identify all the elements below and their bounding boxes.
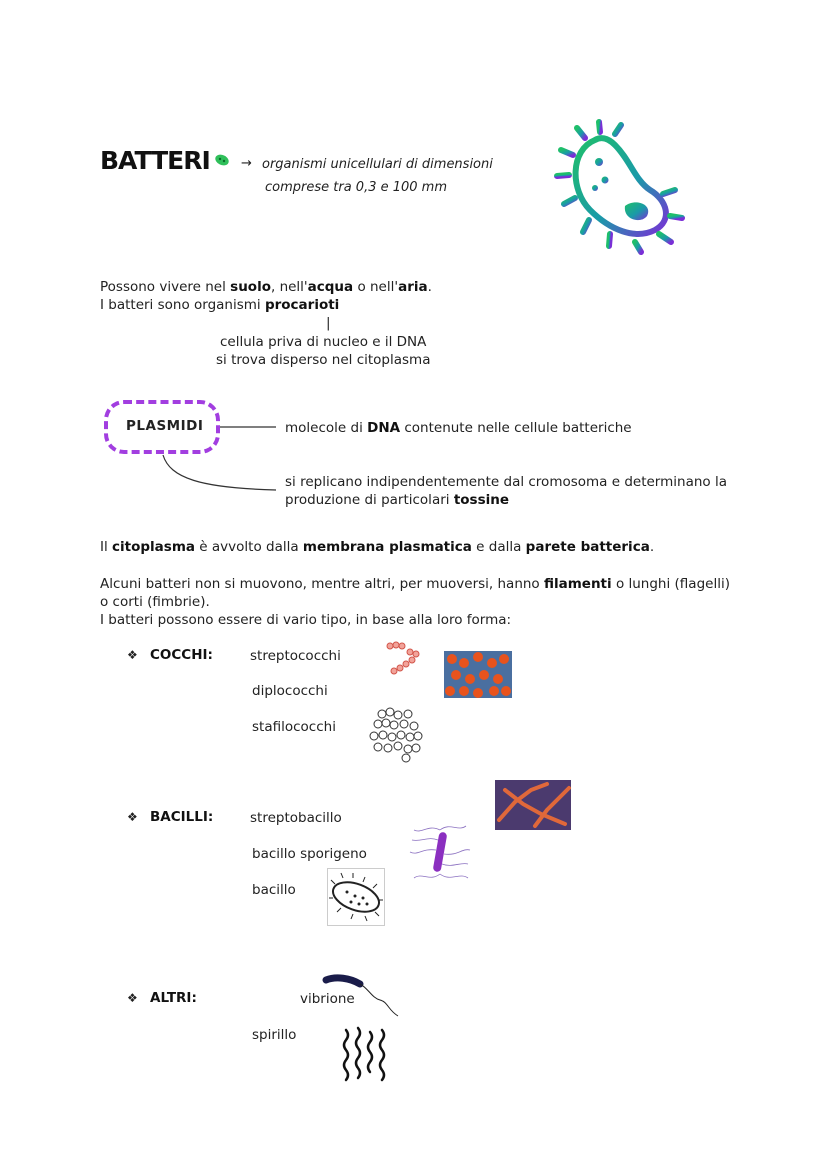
movement-line-3: I batteri possono essere di vario tipo, in base alla loro forma: bbox=[100, 612, 512, 628]
plasmidi-desc-2: si replicano indipendentemente dal cromosoma e determinano la bbox=[285, 474, 727, 490]
definition-line-1: organismi unicellulari di dimensioni bbox=[262, 157, 493, 172]
cocchi-item: diplococchi bbox=[252, 683, 328, 699]
intro-line-1: Possono vivere nel suolo, nell'acqua o nell'aria. bbox=[100, 279, 432, 295]
bacilli-item: streptobacillo bbox=[250, 810, 342, 826]
plasmidi-desc-1: molecole di DNA contenute nelle cellule batteriche bbox=[285, 420, 632, 436]
altri-label: ALTRI: bbox=[150, 990, 197, 1006]
bacillo-sporigeno-icon bbox=[408, 820, 472, 884]
cocchi-item: stafilococchi bbox=[252, 719, 336, 735]
page-title: BATTERI bbox=[100, 146, 210, 175]
plasmidi-label: PLASMIDI bbox=[126, 418, 204, 434]
intro-line-2: I batteri sono organismi procarioti bbox=[100, 297, 340, 313]
bullet-icon: ❖ bbox=[127, 991, 138, 1005]
streptococchi-chain-icon bbox=[384, 640, 424, 676]
bacilli-item: bacillo bbox=[252, 882, 296, 898]
citoplasma-line: Il citoplasma è avvolto dalla membrana plasmatica e dalla parete batterica. bbox=[100, 539, 655, 555]
streptobacillo-photo-icon bbox=[495, 780, 571, 830]
cocchi-label: COCCHI: bbox=[150, 647, 213, 663]
bullet-icon: ❖ bbox=[127, 810, 138, 824]
bacilli-item: bacillo sporigeno bbox=[252, 846, 367, 862]
altri-item: vibrione bbox=[300, 991, 355, 1007]
arrow-text: → bbox=[241, 156, 252, 171]
connector-pipe: | bbox=[326, 315, 331, 331]
definition-line-2: comprese tra 0,3 e 100 mm bbox=[265, 180, 448, 195]
intro-line-4: si trova disperso nel citoplasma bbox=[216, 352, 431, 368]
bacillo-drawing-icon bbox=[327, 868, 385, 926]
movement-line-2: o corti (fimbrie). bbox=[100, 594, 210, 610]
altri-item: spirillo bbox=[252, 1027, 297, 1043]
bacilli-label: BACILLI: bbox=[150, 809, 214, 825]
cocchi-item: streptococchi bbox=[250, 648, 341, 664]
movement-line-1: Alcuni batteri non si muovono, mentre altri, per muoversi, hanno filamenti o lunghi (flagelli) bbox=[100, 576, 730, 592]
spirillo-icon bbox=[336, 1022, 396, 1088]
plasmidi-desc-3: produzione di particolari tossine bbox=[285, 492, 510, 508]
stafilococchi-cluster-icon bbox=[368, 706, 424, 762]
bullet-icon: ❖ bbox=[127, 648, 138, 662]
intro-line-3: cellula priva di nucleo e il DNA bbox=[220, 334, 427, 350]
cocchi-photo-icon bbox=[444, 651, 512, 698]
vibrione-icon bbox=[322, 972, 402, 1020]
